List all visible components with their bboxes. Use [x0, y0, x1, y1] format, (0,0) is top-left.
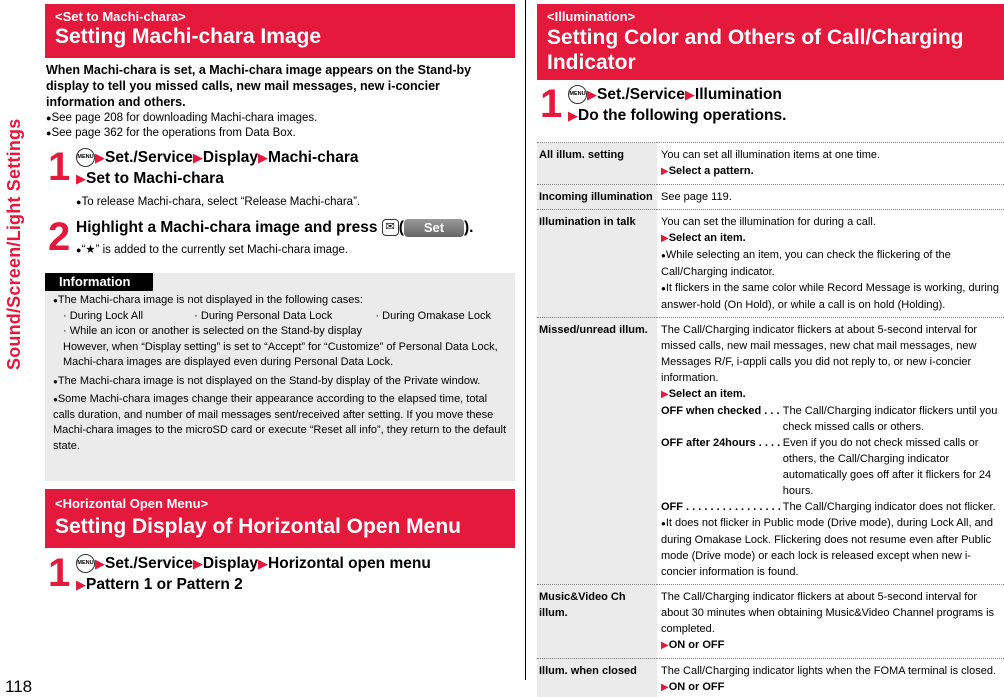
row-selection: ON or OFF	[668, 681, 725, 693]
arrow-icon: ▶	[95, 150, 105, 165]
row-note: While selecting an item, you can check the flickering of the Call/Charging indicator.	[661, 249, 951, 278]
arrow-icon: ▶	[95, 556, 105, 571]
step-1-horizontal-open-menu	[48, 553, 518, 603]
row-text: See page 119.	[661, 191, 732, 203]
menu-path-item: Pattern 1 or Pattern 2	[86, 576, 243, 593]
banner-subtitle: <Illumination>	[547, 9, 636, 24]
row-key: Incoming illumination	[537, 185, 657, 210]
operations-table	[537, 142, 1004, 697]
section-banner-horizontal-open-menu	[45, 489, 515, 548]
step-1-machi-chara: 1 MENU▶Set./Service▶Display▶Machi-chara ▶Set to Machi-chara ●To release Machi-chara, select “Release Machi-chara”.	[48, 145, 361, 208]
option-term: OFF . . . . . . . . . . . . . . . .	[661, 501, 781, 513]
arrow-icon: ▶	[192, 150, 203, 165]
table-row: Missed/unread illum. The Call/Charging indicator flickers at about 5-second interval for missed calls, new mail messages, new chat mail messages, new Messages R/F, i-αppli calls you did not reply to, or new i-concier information. ▶Select an item. OFF when checked . . . The Call/Charging indicator flickers until you check missed calls or others. OFF after 24hours . . . . Even if you do not check missed calls or others, the Call/Charging indicator automatically goes off after it flickers for 24 hours. OFF . . . . . . . . . . . . . . . . The Call/Charging indicator does not flicker. ●It does not flicker in Public mode (Drive mode), during Lock All, and during Omakase Lock. Flickering does not resume even after Public mode (Drive mode) or each lock is released except when new i-concier information is found.	[537, 318, 1004, 585]
row-key: Missed/unread illum.	[537, 318, 657, 585]
step-note: To release Machi-chara, select “Release Machi-chara”.	[81, 196, 361, 208]
banner-subtitle: <Set to Machi-chara>	[55, 9, 186, 24]
arrow-icon: ▶	[587, 87, 597, 102]
information-box: Information ●The Machi-chara image is not displayed in the following cases: · During Lock All · During Personal Data Lock · During Omakase Lock · While an icon or another is selected on the Stand-by display However, when “Display setting” is set to “Accept” for “Customize” of Personal Data Lock, Machi-chara images are displayed even during Personal Data Lock. ●The Machi-chara image is not displayed on the Stand-by display of the Private window. ●Some Machi-chara images change their appearance according to the elapsed time, total calls duration, and number of mail messages sent/received after setting. If you move these Machi-chara images to the microSD card or execute “Reset all info”, they return to the default state.	[45, 273, 515, 481]
row-text: You can set the illumination for during a call.	[661, 216, 876, 228]
banner-title: Setting Display of Horizontal Open Menu	[55, 515, 462, 538]
row-selection: ON or OFF	[668, 639, 725, 651]
row-selection: Select an item.	[668, 232, 746, 244]
option-desc: The Call/Charging indicator does not flicker.	[782, 501, 996, 513]
menu-key-icon: MENU	[568, 85, 587, 104]
row-selection: Select an item.	[668, 388, 746, 400]
option-desc: The Call/Charging indicator flickers until you check missed calls or others.	[782, 405, 998, 433]
menu-path-item: Machi-chara	[268, 149, 359, 166]
step-number: 1	[540, 82, 563, 126]
table-row: Illumination in talk You can set the illumination for during a call. ▶Select an item. ●While selecting an item, you can check the flickering of the Call/Charging indicator. ●It flickers in the same color while Record Message is working, during answer-hold (On Hold), or while a call is on hold (Holding).	[537, 210, 1004, 318]
note-list: ●See page 208 for downloading Machi-chara images. ●See page 362 for the operations from Data Box.	[46, 112, 318, 139]
row-note: It does not flicker in Public mode (Drive mode), during Lock All, and during Omakase Lock. Flickering does not resume even after Public mode (Drive mode) or each lock is released except when new i-concier information is found.	[661, 517, 993, 578]
menu-path-item: Set./Service	[597, 86, 685, 103]
section-side-tab	[0, 0, 27, 697]
step-note: “★” is added to the currently set Machi-chara image.	[81, 244, 349, 256]
row-text: The Call/Charging indicator flickers at about 5-second interval for about 30 minutes when obtaining Music&Video Channel programs is completed.	[661, 591, 995, 635]
column-divider	[525, 0, 526, 680]
set-softkey-button: Set	[404, 219, 464, 237]
case-item: During Lock All	[69, 309, 144, 322]
step-number: 1	[48, 551, 71, 595]
row-note: It flickers in the same color while Record Message is working, during answer-hold (On Hold), or while a call is on hold (Holding).	[661, 282, 1000, 311]
arrow-icon: ▶	[192, 556, 203, 571]
menu-path-item: Illumination	[694, 86, 782, 103]
arrow-icon: ▶	[76, 577, 86, 592]
step-1-illumination	[540, 84, 1004, 134]
menu-key-icon: MENU	[76, 148, 95, 167]
info-paragraph: However, when “Display setting” is set to “Accept” for “Customize” of Personal Data Lock, Machi-chara images are displayed even during Personal Data Lock.	[63, 340, 498, 368]
step-text: Highlight a Machi-chara image and press	[76, 219, 378, 236]
note-item: See page 208 for downloading Machi-chara images.	[51, 112, 318, 124]
row-text: The Call/Charging indicator flickers at about 5-second interval for missed calls, new mail messages, new chat mail messages, new Messages R/F, i-αppli calls you did not reply to, or new i-concier information.	[661, 324, 978, 384]
arrow-icon: ▶	[258, 150, 269, 165]
mail-key-icon: ✉	[382, 219, 399, 236]
row-key: All illum. setting	[537, 143, 657, 185]
info-paragraph: The Machi-chara image is not displayed in the following cases:	[57, 294, 363, 306]
arrow-icon: ▶	[76, 171, 86, 186]
information-title: Information	[45, 273, 153, 291]
case-item: While an icon or another is selected on the Stand-by display	[69, 325, 363, 337]
menu-path-item: Display	[202, 149, 259, 166]
step-number: 1	[48, 145, 71, 189]
table-row: Music&Video Ch illum. The Call/Charging indicator flickers at about 5-second interval for about 30 minutes when obtaining Music&Video Channel programs is completed. ▶ON or OFF	[537, 585, 1004, 659]
banner-title: Setting Color and Others of Call/Charging Indicator	[547, 26, 964, 74]
step-2-machi-chara: 2 Highlight a Machi-chara image and press ✉ ( Set ). ●“★” is added to the currently set Machi-chara image.	[48, 215, 474, 259]
row-key: Illumination in talk	[537, 210, 657, 318]
option-desc: Even if you do not check missed calls or others, the Call/Charging indicator automatically goes off after it flickers for 24 hours.	[782, 437, 992, 497]
menu-path-item: Set to Machi-chara	[86, 170, 224, 187]
menu-path-item: Horizontal open menu	[268, 555, 431, 572]
section-banner-machi-chara	[45, 4, 515, 58]
info-paragraph: The Machi-chara image is not displayed on the Stand-by display of the Private window.	[57, 374, 481, 387]
menu-path-item: Set./Service	[105, 149, 193, 166]
info-paragraph: Some Machi-chara images change their appearance according to the elapsed time, total calls duration, and number of mail messages sent/received after setting. If you move these Machi-chara images to the microSD card or execute “Reset all info”, they return to the default state.	[53, 393, 507, 452]
menu-path-item: Do the following operations.	[578, 107, 787, 124]
row-text: The Call/Charging indicator lights when the FOMA terminal is closed.	[661, 665, 997, 677]
banner-subtitle: <Horizontal Open Menu>	[55, 496, 209, 511]
step-number: 2	[48, 215, 71, 259]
option-term: OFF when checked . . .	[661, 405, 780, 417]
table-row: Illum. when closed The Call/Charging indicator lights when the FOMA terminal is closed. ▶ON or OFF	[537, 659, 1004, 697]
arrow-icon: ▶	[258, 556, 269, 571]
section-banner-illumination	[537, 4, 1004, 80]
table-row: All illum. setting You can set all illumination items at one time. ▶Select a pattern.	[537, 143, 1004, 185]
row-selection: Select a pattern.	[668, 165, 754, 177]
case-item: During Omakase Lock	[382, 309, 491, 322]
row-key: Music&Video Ch illum.	[537, 585, 657, 659]
note-item: See page 362 for the operations from Data Box.	[51, 127, 296, 139]
banner-title: Setting Machi-chara Image	[55, 25, 322, 48]
row-text: You can set all illumination items at one time.	[661, 149, 881, 161]
menu-path-item: Set./Service	[105, 555, 193, 572]
intro-paragraph: When Machi-chara is set, a Machi-chara image appears on the Stand-by display to tell you missed calls, new mail messages, new i-concier information and others.	[46, 63, 472, 109]
arrow-icon: ▶	[568, 108, 578, 123]
menu-key-icon: MENU	[76, 554, 95, 573]
option-term: OFF after 24hours . . . .	[661, 437, 781, 449]
case-item: During Personal Data Lock	[200, 309, 333, 322]
menu-path-item: Display	[202, 555, 259, 572]
row-key: Illum. when closed	[537, 659, 657, 697]
arrow-icon: ▶	[684, 87, 695, 102]
table-row	[537, 185, 1004, 210]
page-number: 118	[5, 677, 33, 696]
side-tab-label: Sound/Screen/Light Settings	[4, 118, 24, 370]
